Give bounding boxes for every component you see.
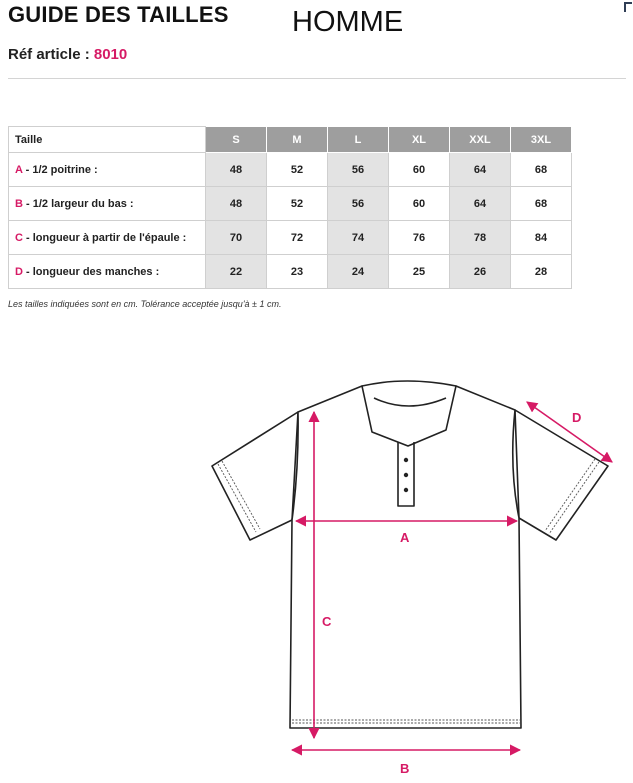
row-label-text: - 1/2 largeur du bas : xyxy=(22,197,134,210)
size-3xl-header: 3XL xyxy=(511,127,572,153)
row-letter: B xyxy=(15,197,23,210)
table-cell: 24 xyxy=(328,255,389,289)
label-d: D xyxy=(572,410,582,425)
shirt-outline xyxy=(212,381,608,728)
table-cell: 64 xyxy=(450,153,511,187)
label-a: A xyxy=(400,530,410,545)
table-cell: 60 xyxy=(389,187,450,221)
header-label: Taille xyxy=(9,127,206,153)
row-label-text: - 1/2 poitrine : xyxy=(22,163,98,176)
row-letter: C xyxy=(15,231,23,244)
table-cell: 70 xyxy=(206,221,267,255)
page-title: GUIDE DES TAILLES xyxy=(8,2,229,27)
size-xl-header: XL xyxy=(389,127,450,153)
table-cell: 25 xyxy=(389,255,450,289)
size-l-header: L xyxy=(328,127,389,153)
table-cell: 74 xyxy=(328,221,389,255)
table-cell: 60 xyxy=(389,153,450,187)
page-subtitle: HOMME xyxy=(292,6,404,38)
table-cell: 26 xyxy=(450,255,511,289)
table-cell: 68 xyxy=(511,187,572,221)
size-s-header: S xyxy=(206,127,267,153)
ref-label: Réf article : xyxy=(8,46,90,63)
table-cell: 48 xyxy=(206,187,267,221)
row-label-text: - longueur à partir de l'épaule : xyxy=(22,231,187,244)
table-cell: 84 xyxy=(511,221,572,255)
table-cell: 56 xyxy=(328,187,389,221)
table-cell: 48 xyxy=(206,153,267,187)
button-dot xyxy=(404,488,408,492)
row-letter: A xyxy=(15,163,23,176)
tolerance-note: Les tailles indiquées sont en cm. Tolérance acceptée jusqu'à ± 1 cm. xyxy=(8,299,282,309)
table-cell: 52 xyxy=(267,153,328,187)
table-cell: 68 xyxy=(511,153,572,187)
size-m-header: M xyxy=(267,127,328,153)
table-cell: 52 xyxy=(267,187,328,221)
table-cell: 78 xyxy=(450,221,511,255)
label-c: C xyxy=(322,614,332,629)
button-dot xyxy=(404,458,408,462)
button-dot xyxy=(404,473,408,477)
label-b: B xyxy=(400,761,410,776)
table-cell: 22 xyxy=(206,255,267,289)
row-label-text: - longueur des manches : xyxy=(22,265,160,278)
table-cell: 56 xyxy=(328,153,389,187)
table-cell: 76 xyxy=(389,221,450,255)
size-xxl-header: XXL xyxy=(450,127,511,153)
table-cell: 64 xyxy=(450,187,511,221)
table-cell: 28 xyxy=(511,255,572,289)
ref-value: 8010 xyxy=(93,46,128,63)
table-cell: 72 xyxy=(267,221,328,255)
right-sleeve xyxy=(515,410,608,540)
table-cell: 23 xyxy=(267,255,328,289)
row-letter: D xyxy=(15,265,23,278)
